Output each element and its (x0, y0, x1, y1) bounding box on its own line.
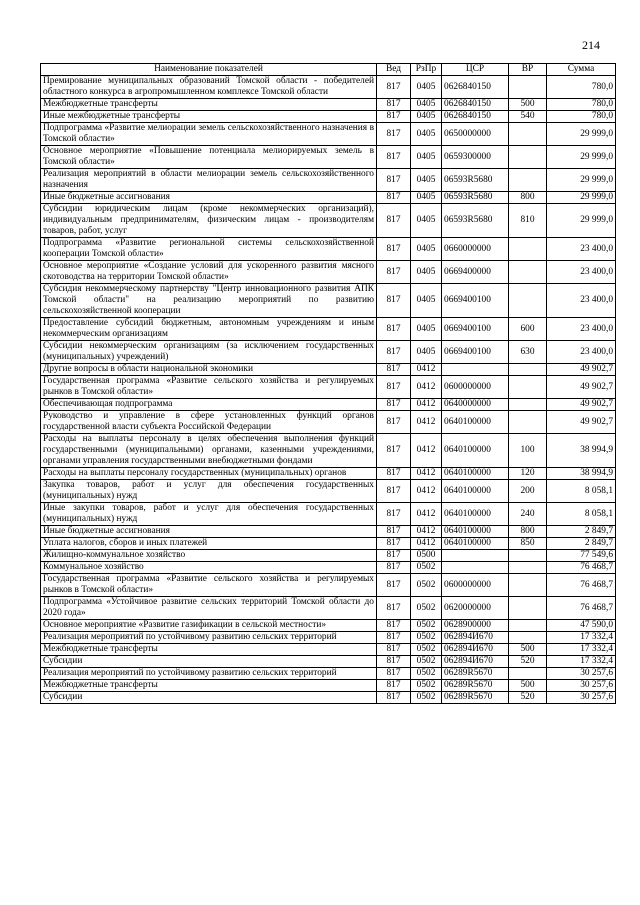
cell-csr: 06593R5680 (442, 192, 509, 204)
cell-csr: 0626840150 (442, 99, 509, 111)
cell-rzpr: 0412 (411, 399, 442, 411)
cell-vr: 540 (509, 111, 547, 123)
cell-ved: 817 (377, 656, 411, 668)
cell-csr: 0650000000 (442, 123, 509, 146)
cell-rzpr: 0502 (411, 656, 442, 668)
cell-ved: 817 (377, 284, 411, 318)
cell-sum: 8 058,1 (547, 503, 616, 526)
table-row (41, 550, 616, 562)
cell-name: Реализация мероприятий в области мелиорации земель сельскохозяйственного назначения (41, 169, 377, 192)
cell-name: Иные закупки товаров, работ и услуг для обеспечения государственных (муниципальных) нужд (41, 503, 377, 526)
cell-csr: 0640100000 (442, 434, 509, 468)
cell-rzpr: 0412 (411, 526, 442, 538)
table-row (41, 411, 616, 434)
cell-sum: 30 257,6 (547, 692, 616, 704)
cell-ved: 817 (377, 574, 411, 597)
cell-name: Межбюджетные трансферты (41, 644, 377, 656)
cell-sum: 49 902,7 (547, 376, 616, 399)
cell-csr: 0620000000 (442, 597, 509, 620)
cell-sum: 29 999,0 (547, 123, 616, 146)
cell-rzpr: 0502 (411, 692, 442, 704)
header-rzpr: РзПр (411, 64, 442, 76)
table-row (41, 261, 616, 284)
table-row (41, 111, 616, 123)
cell-vr (509, 620, 547, 632)
cell-rzpr: 0502 (411, 632, 442, 644)
table-row (41, 644, 616, 656)
table-row (41, 318, 616, 341)
cell-ved: 817 (377, 364, 411, 376)
cell-sum: 38 994,9 (547, 468, 616, 480)
cell-rzpr: 0502 (411, 680, 442, 692)
cell-rzpr: 0412 (411, 503, 442, 526)
cell-rzpr: 0412 (411, 376, 442, 399)
cell-csr: 0640100000 (442, 538, 509, 550)
table-row (41, 376, 616, 399)
cell-csr: 06289R5670 (442, 692, 509, 704)
cell-vr: 120 (509, 468, 547, 480)
page-number: 214 (582, 38, 600, 52)
cell-sum: 23 400,0 (547, 261, 616, 284)
header-sum: Сумма (547, 64, 616, 76)
cell-vr: 800 (509, 526, 547, 538)
cell-ved: 817 (377, 434, 411, 468)
cell-csr: 0640100000 (442, 411, 509, 434)
table-row (41, 434, 616, 468)
cell-ved: 817 (377, 526, 411, 538)
table-row (41, 620, 616, 632)
cell-sum: 49 902,7 (547, 411, 616, 434)
cell-vr (509, 550, 547, 562)
cell-rzpr: 0405 (411, 261, 442, 284)
cell-rzpr: 0412 (411, 434, 442, 468)
table-row (41, 204, 616, 238)
cell-ved: 817 (377, 468, 411, 480)
table-row (41, 76, 616, 99)
cell-csr: 0640000000 (442, 399, 509, 411)
table-row (41, 668, 616, 680)
cell-ved: 817 (377, 480, 411, 503)
cell-ved: 817 (377, 123, 411, 146)
cell-ved: 817 (377, 562, 411, 574)
cell-rzpr: 0405 (411, 146, 442, 169)
cell-ved: 817 (377, 692, 411, 704)
cell-name: Иные бюджетные ассигнования (41, 526, 377, 538)
cell-csr (442, 550, 509, 562)
table-row (41, 526, 616, 538)
cell-csr: 06593R5680 (442, 169, 509, 192)
cell-rzpr: 0405 (411, 341, 442, 364)
cell-name: Субсидии (41, 692, 377, 704)
cell-sum: 76 468,7 (547, 574, 616, 597)
cell-rzpr: 0502 (411, 620, 442, 632)
cell-sum: 17 332,4 (547, 656, 616, 668)
cell-rzpr: 0405 (411, 76, 442, 99)
cell-vr (509, 597, 547, 620)
table-row (41, 238, 616, 261)
cell-vr (509, 261, 547, 284)
cell-vr (509, 284, 547, 318)
cell-ved: 817 (377, 550, 411, 562)
cell-sum: 49 902,7 (547, 399, 616, 411)
cell-name: Реализация мероприятий по устойчивому развитию сельских территорий (41, 668, 377, 680)
cell-name: Субсидии (41, 656, 377, 668)
cell-csr: 0660000000 (442, 238, 509, 261)
cell-name: Государственная программа «Развитие сельского хозяйства и регулируемых рынков в Томской области» (41, 574, 377, 597)
cell-csr: 0640100000 (442, 480, 509, 503)
table-row (41, 364, 616, 376)
cell-ved: 817 (377, 399, 411, 411)
cell-name: Основное мероприятие «Создание условий для ускоренного развития мясного скотоводства на территории Томской области» (41, 261, 377, 284)
table-body (41, 76, 616, 704)
cell-ved: 817 (377, 503, 411, 526)
table-row (41, 284, 616, 318)
cell-sum: 2 849,7 (547, 526, 616, 538)
cell-rzpr: 0412 (411, 468, 442, 480)
cell-vr: 520 (509, 692, 547, 704)
cell-name: Коммунальное хозяйство (41, 562, 377, 574)
cell-rzpr: 0500 (411, 550, 442, 562)
cell-sum: 780,0 (547, 99, 616, 111)
cell-vr: 500 (509, 680, 547, 692)
cell-sum: 17 332,4 (547, 632, 616, 644)
cell-rzpr: 0405 (411, 284, 442, 318)
cell-csr: 062894И670 (442, 632, 509, 644)
cell-rzpr: 0405 (411, 111, 442, 123)
cell-sum: 77 549,6 (547, 550, 616, 562)
cell-name: Закупка товаров, работ и услуг для обеспечения государственных (муниципальных) нужд (41, 480, 377, 503)
cell-rzpr: 0502 (411, 644, 442, 656)
cell-csr: 06289R5670 (442, 680, 509, 692)
cell-name: Основное мероприятие «Развитие газификации в сельской местности» (41, 620, 377, 632)
cell-vr: 200 (509, 480, 547, 503)
cell-rzpr: 0405 (411, 318, 442, 341)
cell-ved: 817 (377, 204, 411, 238)
cell-csr: 0669400100 (442, 318, 509, 341)
cell-csr: 0600000000 (442, 376, 509, 399)
cell-sum: 49 902,7 (547, 364, 616, 376)
cell-vr: 500 (509, 99, 547, 111)
cell-vr: 240 (509, 503, 547, 526)
cell-sum: 30 257,6 (547, 680, 616, 692)
cell-ved: 817 (377, 538, 411, 550)
table-row (41, 656, 616, 668)
cell-name: Иные межбюджетные трансферты (41, 111, 377, 123)
cell-csr (442, 364, 509, 376)
cell-vr (509, 399, 547, 411)
cell-vr: 600 (509, 318, 547, 341)
cell-name: Руководство и управление в сфере установленных функций органов государственной власти субъекта Российской Федерации (41, 411, 377, 434)
table-row (41, 692, 616, 704)
cell-rzpr: 0405 (411, 238, 442, 261)
cell-sum: 29 999,0 (547, 169, 616, 192)
cell-sum: 23 400,0 (547, 284, 616, 318)
cell-name: Жилищно-коммунальное хозяйство (41, 550, 377, 562)
cell-vr (509, 76, 547, 99)
table-row (41, 680, 616, 692)
cell-csr: 0600000000 (442, 574, 509, 597)
cell-vr (509, 169, 547, 192)
cell-sum: 23 400,0 (547, 318, 616, 341)
cell-ved: 817 (377, 76, 411, 99)
cell-name: Реализация мероприятий по устойчивому развитию сельских территорий (41, 632, 377, 644)
cell-csr: 062894И670 (442, 656, 509, 668)
table-row (41, 123, 616, 146)
cell-name: Подпрограмма «Развитие мелиорации земель сельскохозяйственного назначения в Томской области» (41, 123, 377, 146)
cell-name: Подпрограмма «Устойчивое развитие сельских территорий Томской области до 2020 года» (41, 597, 377, 620)
cell-vr (509, 574, 547, 597)
cell-sum: 780,0 (547, 111, 616, 123)
cell-ved: 817 (377, 668, 411, 680)
cell-vr (509, 632, 547, 644)
cell-ved: 817 (377, 99, 411, 111)
cell-vr: 630 (509, 341, 547, 364)
cell-name: Другие вопросы в области национальной экономики (41, 364, 377, 376)
cell-csr: 0640100000 (442, 503, 509, 526)
cell-rzpr: 0405 (411, 123, 442, 146)
table-row (41, 632, 616, 644)
cell-sum: 2 849,7 (547, 538, 616, 550)
cell-name: Субсидия некоммерческому партнерству "Центр инновационного развития АПК Томской области" на реализацию мероприятий по развитию сельскохозяйственной кооперации (41, 284, 377, 318)
cell-ved: 817 (377, 261, 411, 284)
cell-rzpr: 0502 (411, 562, 442, 574)
cell-ved: 817 (377, 146, 411, 169)
cell-sum: 47 590,0 (547, 620, 616, 632)
cell-csr: 0626840150 (442, 111, 509, 123)
cell-csr: 06289R5670 (442, 668, 509, 680)
cell-vr (509, 376, 547, 399)
cell-ved: 817 (377, 192, 411, 204)
header-ved: Вед (377, 64, 411, 76)
cell-sum: 29 999,0 (547, 192, 616, 204)
table-row (41, 399, 616, 411)
cell-csr: 0669400000 (442, 261, 509, 284)
cell-name: Обеспечивающая подпрограмма (41, 399, 377, 411)
cell-name: Субсидии некоммерческим организациям (за исключением государственных (муниципальных) учреждений) (41, 341, 377, 364)
cell-csr: 06593R5680 (442, 204, 509, 238)
cell-name: Премирование муниципальных образований Томской области - победителей областного конкурса в агропромышленном комплексе Томской области (41, 76, 377, 99)
cell-name: Расходы на выплаты персоналу государственных (муниципальных) органов (41, 468, 377, 480)
cell-name: Уплата налогов, сборов и иных платежей (41, 538, 377, 550)
cell-vr: 810 (509, 204, 547, 238)
cell-ved: 817 (377, 318, 411, 341)
header-name: Наименование показателей (41, 64, 377, 76)
cell-sum: 780,0 (547, 76, 616, 99)
cell-vr: 500 (509, 644, 547, 656)
cell-ved: 817 (377, 632, 411, 644)
cell-rzpr: 0502 (411, 574, 442, 597)
header-vr: ВР (509, 64, 547, 76)
cell-sum: 29 999,0 (547, 204, 616, 238)
cell-vr (509, 411, 547, 434)
cell-vr (509, 562, 547, 574)
cell-sum: 23 400,0 (547, 238, 616, 261)
cell-vr (509, 238, 547, 261)
cell-csr: 0628900000 (442, 620, 509, 632)
cell-vr: 100 (509, 434, 547, 468)
cell-csr: 0669400100 (442, 341, 509, 364)
table-row (41, 503, 616, 526)
cell-ved: 817 (377, 238, 411, 261)
table-row (41, 574, 616, 597)
cell-ved: 817 (377, 376, 411, 399)
cell-sum: 38 994,9 (547, 434, 616, 468)
cell-ved: 817 (377, 341, 411, 364)
cell-rzpr: 0412 (411, 480, 442, 503)
cell-rzpr: 0412 (411, 538, 442, 550)
cell-sum: 29 999,0 (547, 146, 616, 169)
cell-csr (442, 562, 509, 574)
cell-vr (509, 364, 547, 376)
cell-sum: 76 468,7 (547, 562, 616, 574)
cell-csr: 0626840150 (442, 76, 509, 99)
cell-name: Подпрограмма «Развитие региональной системы сельскохозяйственной кооперации Томской области» (41, 238, 377, 261)
cell-name: Предоставление субсидий бюджетным, автономным учреждениям и иным некоммерческим организациям (41, 318, 377, 341)
cell-name: Расходы на выплаты персоналу в целях обеспечения выполнения функций государственными (муниципальными) органами, казенными учреждениями, органами управления государственными внебюджетными фондами (41, 434, 377, 468)
table-row (41, 597, 616, 620)
table-row (41, 480, 616, 503)
cell-name: Основное мероприятие «Повышение потенциала мелиорируемых земель в Томской области» (41, 146, 377, 169)
cell-name: Государственная программа «Развитие сельского хозяйства и регулируемых рынков в Томской области» (41, 376, 377, 399)
budget-table (40, 63, 616, 704)
table-row (41, 99, 616, 111)
table-row (41, 169, 616, 192)
cell-name: Субсидии юридическим лицам (кроме некоммерческих организаций), индивидуальным предпринимателям, физическим лицам - производителям товаров, работ, услуг (41, 204, 377, 238)
cell-rzpr: 0405 (411, 192, 442, 204)
cell-ved: 817 (377, 111, 411, 123)
table-row (41, 146, 616, 169)
cell-name: Межбюджетные трансферты (41, 99, 377, 111)
cell-rzpr: 0502 (411, 597, 442, 620)
cell-rzpr: 0412 (411, 411, 442, 434)
cell-vr (509, 123, 547, 146)
cell-sum: 23 400,0 (547, 341, 616, 364)
cell-vr: 800 (509, 192, 547, 204)
cell-sum: 76 468,7 (547, 597, 616, 620)
cell-sum: 17 332,4 (547, 644, 616, 656)
cell-ved: 817 (377, 169, 411, 192)
cell-vr: 850 (509, 538, 547, 550)
cell-vr (509, 668, 547, 680)
table-row (41, 341, 616, 364)
table-row (41, 468, 616, 480)
cell-sum: 8 058,1 (547, 480, 616, 503)
cell-csr: 0640100000 (442, 526, 509, 538)
table-row (41, 538, 616, 550)
table-row (41, 192, 616, 204)
table-header-row (41, 64, 616, 76)
cell-rzpr: 0405 (411, 99, 442, 111)
cell-ved: 817 (377, 644, 411, 656)
header-csr: ЦСР (442, 64, 509, 76)
table-row (41, 562, 616, 574)
cell-ved: 817 (377, 411, 411, 434)
cell-ved: 817 (377, 680, 411, 692)
cell-rzpr: 0405 (411, 204, 442, 238)
cell-sum: 30 257,6 (547, 668, 616, 680)
cell-csr: 0669400100 (442, 284, 509, 318)
cell-rzpr: 0412 (411, 364, 442, 376)
cell-rzpr: 0502 (411, 668, 442, 680)
cell-name: Межбюджетные трансферты (41, 680, 377, 692)
cell-rzpr: 0405 (411, 169, 442, 192)
cell-ved: 817 (377, 597, 411, 620)
cell-csr: 0659300000 (442, 146, 509, 169)
cell-ved: 817 (377, 620, 411, 632)
cell-name: Иные бюджетные ассигнования (41, 192, 377, 204)
cell-vr: 520 (509, 656, 547, 668)
cell-csr: 062894И670 (442, 644, 509, 656)
cell-vr (509, 146, 547, 169)
cell-csr: 0640100000 (442, 468, 509, 480)
